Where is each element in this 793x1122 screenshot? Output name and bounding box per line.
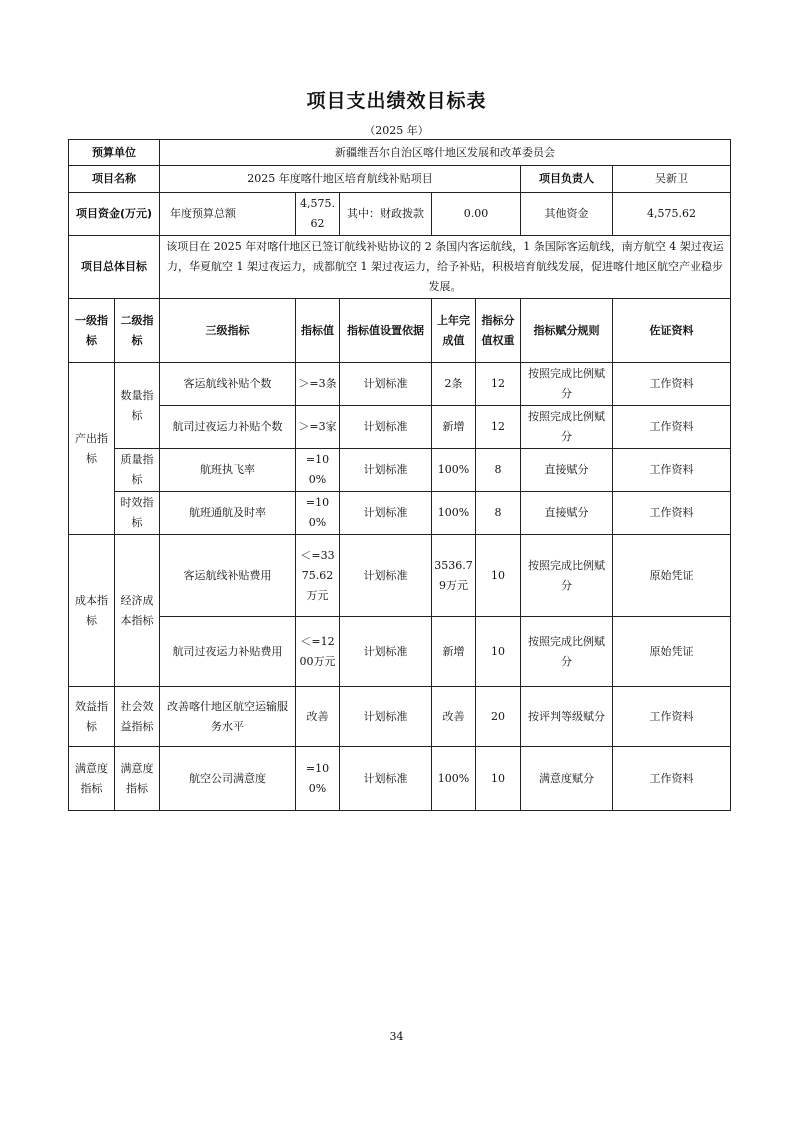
last-year-cell: 新增 [432, 406, 476, 449]
subgroup-social-benefit: 社会效益指标 [115, 687, 160, 747]
last-year-cell: 新增 [432, 617, 476, 687]
last-year-cell: 100% [432, 492, 476, 535]
table-row [69, 747, 731, 811]
rule-cell: 按照完成比例赋分 [521, 535, 613, 617]
weight-cell: 8 [476, 492, 521, 535]
other-value: 4,575.62 [613, 193, 731, 236]
value-cell: =100% [296, 747, 340, 811]
basis-cell: 计划标准 [340, 687, 432, 747]
basis-cell: 计划标准 [340, 363, 432, 406]
indicator-cell: 客运航线补贴费用 [160, 535, 296, 617]
last-year-cell: 2条 [432, 363, 476, 406]
group-satisfaction: 满意度指标 [69, 747, 115, 811]
weight-cell: 12 [476, 363, 521, 406]
col-evidence: 佐证资料 [613, 299, 731, 363]
table-row [69, 406, 731, 449]
page-title: 项目支出绩效目标表 [306, 90, 487, 112]
last-year-cell: 100% [432, 747, 476, 811]
weight-cell: 20 [476, 687, 521, 747]
basis-cell: 计划标准 [340, 406, 432, 449]
budget-unit-value: 新疆维吾尔自治区喀什地区发展和改革委员会 [160, 140, 731, 166]
last-year-cell: 3536.79万元 [432, 535, 476, 617]
basis-cell: 计划标准 [340, 747, 432, 811]
last-year-cell: 改善 [432, 687, 476, 747]
subgroup-satisfaction: 满意度指标 [115, 747, 160, 811]
evidence-cell: 工作资料 [613, 449, 731, 492]
annual-budget-label: 年度预算总额 [160, 193, 296, 236]
basis-cell: 计划标准 [340, 449, 432, 492]
evidence-cell: 原始凭证 [613, 617, 731, 687]
rule-cell: 直接赋分 [521, 449, 613, 492]
last-year-cell: 100% [432, 449, 476, 492]
evidence-cell: 工作资料 [613, 492, 731, 535]
goal-label: 项目总体目标 [69, 236, 160, 299]
indicator-cell: 客运航线补贴个数 [160, 363, 296, 406]
evidence-cell: 工作资料 [613, 406, 731, 449]
weight-cell: 10 [476, 747, 521, 811]
fund-row [69, 193, 731, 236]
leader-value: 吴新卫 [613, 166, 731, 193]
project-name-row [69, 166, 731, 193]
weight-cell: 12 [476, 406, 521, 449]
basis-cell: 计划标准 [340, 492, 432, 535]
page-number: 34 [389, 1030, 404, 1043]
table-row [69, 535, 731, 617]
col-level2: 二级指标 [115, 299, 160, 363]
weight-cell: 10 [476, 535, 521, 617]
goal-text: 该项目在 2025 年对喀什地区已签订航线补贴协议的 2 条国内客运航线，1 条国际客运航线，南方航空 4 架过夜运力，华夏航空 1 架过夜运力，成都航空 1 架过夜运力，给予补贴，积极培育航线发展，促进喀什地区航空产业稳步发展。 [160, 236, 731, 299]
value-cell: 改善 [296, 687, 340, 747]
basis-cell: 计划标准 [340, 535, 432, 617]
rule-cell: 按评判等级赋分 [521, 687, 613, 747]
subgroup-economic-cost: 经济成本指标 [115, 535, 160, 687]
indicator-cell: 航司过夜运力补贴费用 [160, 617, 296, 687]
budget-unit-row [69, 140, 731, 166]
value-cell: ＜=3375.62万元 [296, 535, 340, 617]
budget-unit-label: 预算单位 [69, 140, 160, 166]
evidence-cell: 原始凭证 [613, 535, 731, 617]
basis-cell: 计划标准 [340, 617, 432, 687]
table-row [69, 449, 731, 492]
project-name-value: 2025 年度喀什地区培育航线补贴项目 [160, 166, 521, 193]
col-level1: 一级指标 [69, 299, 115, 363]
col-weight: 指标分值权重 [476, 299, 521, 363]
weight-cell: 10 [476, 617, 521, 687]
col-last-year: 上年完成值 [432, 299, 476, 363]
subgroup-quality: 质量指标 [115, 449, 160, 492]
evidence-cell: 工作资料 [613, 687, 731, 747]
weight-cell: 8 [476, 449, 521, 492]
leader-label: 项目负责人 [521, 166, 613, 193]
col-rule: 指标赋分规则 [521, 299, 613, 363]
value-cell: =100% [296, 449, 340, 492]
other-label: 其他资金 [521, 193, 613, 236]
indicator-cell: 航班执飞率 [160, 449, 296, 492]
evidence-cell: 工作资料 [613, 747, 731, 811]
project-name-label: 项目名称 [69, 166, 160, 193]
performance-table [68, 139, 731, 811]
group-output: 产出指标 [69, 363, 115, 535]
goal-row [69, 236, 731, 299]
rule-cell: 按照完成比例赋分 [521, 363, 613, 406]
rule-cell: 直接赋分 [521, 492, 613, 535]
value-cell: ＜=1200万元 [296, 617, 340, 687]
group-benefit: 效益指标 [69, 687, 115, 747]
table-row [69, 363, 731, 406]
subgroup-quantity: 数量指标 [115, 363, 160, 449]
column-header-row [69, 299, 731, 363]
table-row [69, 687, 731, 747]
col-basis: 指标值设置依据 [340, 299, 432, 363]
value-cell: ＞=3家 [296, 406, 340, 449]
group-cost: 成本指标 [69, 535, 115, 687]
fiscal-value: 0.00 [432, 193, 521, 236]
rule-cell: 按照完成比例赋分 [521, 406, 613, 449]
indicator-cell: 航班通航及时率 [160, 492, 296, 535]
col-level3: 三级指标 [160, 299, 296, 363]
fiscal-label: 其中：财政拨款 [340, 193, 432, 236]
table-row [69, 492, 731, 535]
indicator-cell: 改善喀什地区航空运输服务水平 [160, 687, 296, 747]
annual-budget-value: 4,575.62 [296, 193, 340, 236]
value-cell: =100% [296, 492, 340, 535]
col-value: 指标值 [296, 299, 340, 363]
indicator-cell: 航空公司满意度 [160, 747, 296, 811]
fund-label: 项目资金(万元) [69, 193, 160, 236]
table-row [69, 617, 731, 687]
value-cell: ＞=3条 [296, 363, 340, 406]
rule-cell: 满意度赋分 [521, 747, 613, 811]
indicator-cell: 航司过夜运力补贴个数 [160, 406, 296, 449]
year-subtitle: （2025 年） [364, 124, 429, 137]
subgroup-timeliness: 时效指标 [115, 492, 160, 535]
evidence-cell: 工作资料 [613, 363, 731, 406]
rule-cell: 按照完成比例赋分 [521, 617, 613, 687]
